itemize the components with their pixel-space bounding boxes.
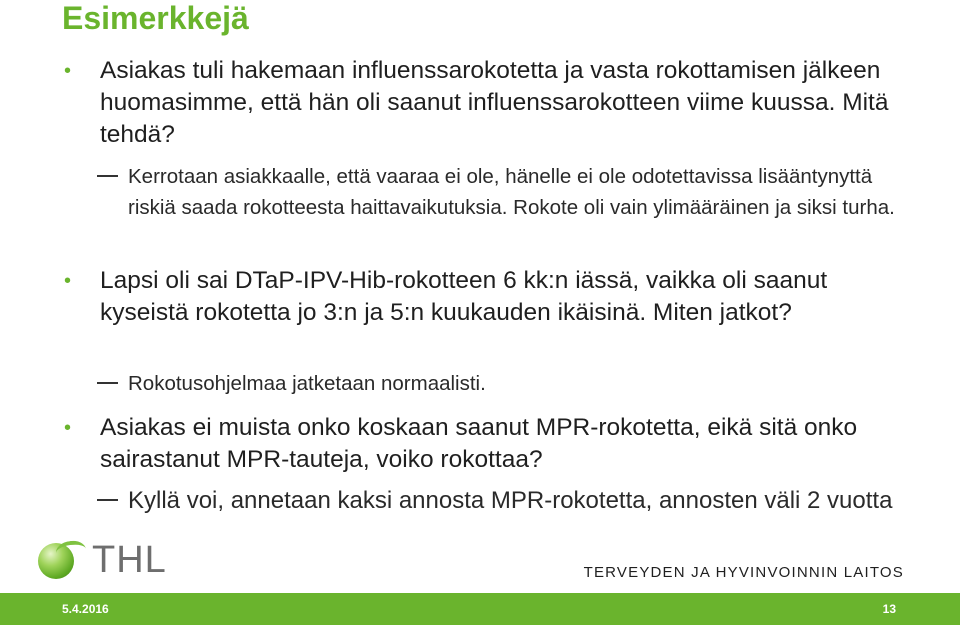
sub-item-text: Kerrotaan asiakkaalle, että vaaraa ei ole, hänelle ei ole odotettavissa lisääntynyttä riskiä saada rokotteesta haittavaikutuksia. Rokote oli vain ylimääräinen ja siksi turha. — [128, 165, 895, 219]
page-number: 13 — [882, 602, 896, 616]
bullet-icon: • — [64, 417, 72, 439]
dash-icon — [97, 382, 118, 384]
logo-text: THL — [92, 539, 167, 581]
sub-item-3 — [128, 485, 908, 516]
dash-icon — [97, 175, 118, 177]
bullet-icon: • — [64, 270, 72, 292]
bullet-item-3 — [64, 412, 900, 476]
sub-item-text: Kyllä voi, annetaan kaksi annosta MPR-rokotetta, annosten väli 2 vuotta — [128, 487, 893, 514]
slide-title: Esimerkkejä — [62, 0, 249, 36]
bullet-icon: • — [64, 60, 72, 82]
bullet-item-2 — [64, 265, 900, 329]
bullet-text: Lapsi oli sai DTaP-IPV-Hib-rokotteen 6 kk:n iässä, vaikka oli saanut kyseistä rokotetta jo 3:n ja 5:n kuukauden ikäisinä. Miten jatkot? — [100, 267, 828, 326]
bullet-text: Asiakas tuli hakemaan influenssarokotetta ja vasta rokottamisen jälkeen huomasimme, että hän oli saanut influenssarokotteen viime kuussa. Mitä tehdä? — [100, 57, 889, 148]
dash-icon — [97, 499, 118, 501]
footer-bar — [0, 593, 960, 625]
bullet-text: Asiakas ei muista onko koskaan saanut MPR-rokotetta, eikä sitä onko sairastanut MPR-tauteja, voiko rokottaa? — [100, 414, 858, 473]
footer-date: 5.4.2016 — [62, 602, 109, 616]
sub-item-2 — [128, 368, 908, 399]
thl-logo — [38, 541, 178, 581]
organization-name: TERVEYDEN JA HYVINVOINNIN LAITOS — [583, 564, 904, 581]
sub-item-text: Rokotusohjelmaa jatketaan normaalisti. — [128, 372, 486, 395]
sub-item-1 — [128, 161, 908, 223]
bullet-item-1 — [64, 55, 900, 151]
